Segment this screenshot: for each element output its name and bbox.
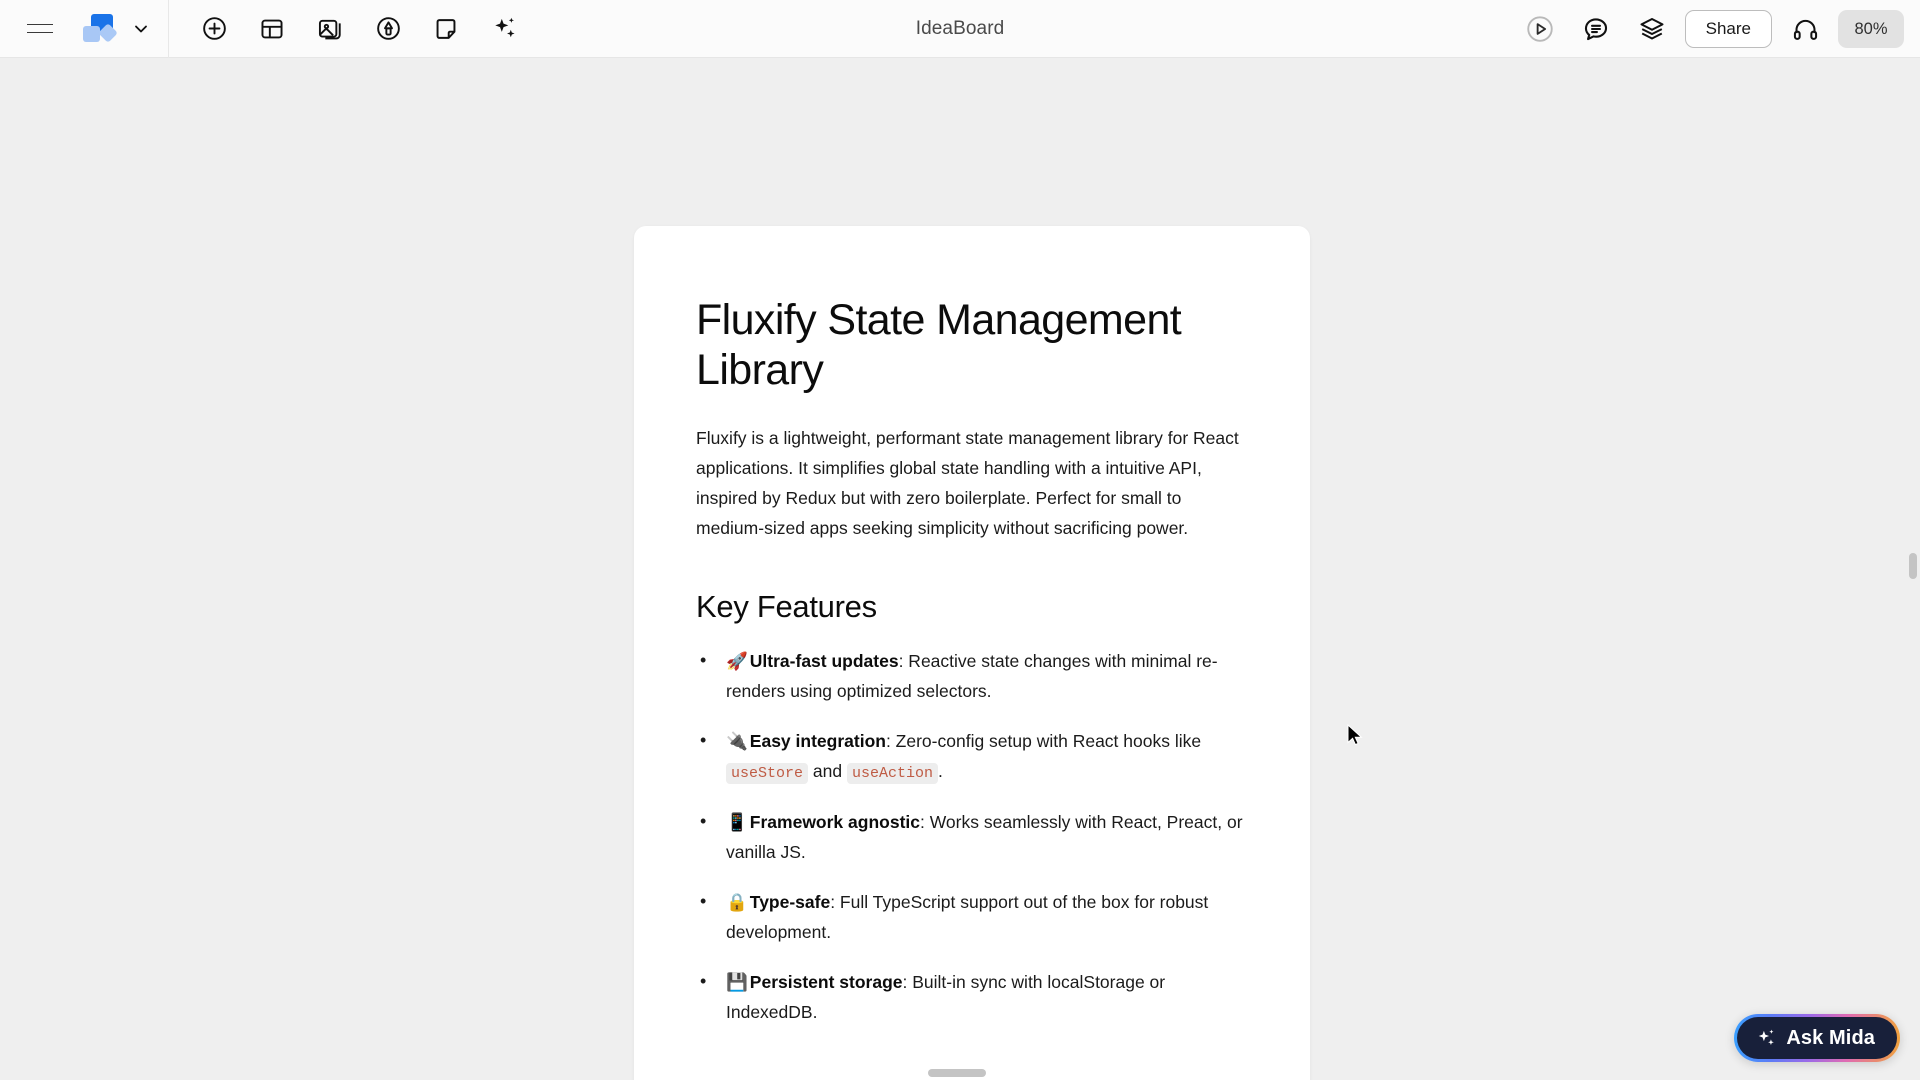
feature-description: : Works seamlessly with React, Preact, or vanilla JS. bbox=[726, 812, 1243, 862]
document-title: Fluxify State Management Library bbox=[696, 296, 1182, 394]
board-title-text[interactable]: IdeaBoard bbox=[915, 18, 1005, 39]
lock-emoji-icon: 🔒 bbox=[726, 893, 748, 914]
document-content bbox=[634, 226, 1310, 1080]
layers-icon[interactable] bbox=[1629, 6, 1675, 52]
features-list bbox=[696, 647, 1248, 1026]
sparkle-icon bbox=[1755, 1027, 1777, 1049]
feature-term: Ultra-fast updates bbox=[749, 651, 899, 672]
board-canvas[interactable] bbox=[0, 58, 1920, 1080]
vertical-scrollbar-thumb[interactable] bbox=[1909, 553, 1917, 579]
zoom-level-badge[interactable]: 80% bbox=[1838, 10, 1904, 48]
pen-circle-icon[interactable] bbox=[365, 6, 411, 52]
feature-description: : Zero-config setup with React hooks like bbox=[885, 731, 1202, 752]
comment-icon[interactable] bbox=[1573, 6, 1619, 52]
list-item bbox=[696, 647, 1248, 705]
image-icon[interactable] bbox=[307, 6, 353, 52]
toolbar-right-group bbox=[1517, 0, 1904, 58]
list-item bbox=[696, 968, 1248, 1026]
code-use-store: useStore bbox=[726, 763, 808, 784]
share-button[interactable]: Share bbox=[1685, 10, 1772, 48]
hamburger-icon[interactable] bbox=[18, 7, 62, 51]
feature-term: Framework agnostic bbox=[749, 812, 920, 833]
floppy-disk-emoji-icon: 💾 bbox=[726, 973, 748, 994]
section-heading-key-features: Key Features bbox=[696, 589, 877, 625]
plus-circle-icon[interactable] bbox=[191, 6, 237, 52]
document-intro-paragraph: Fluxify is a lightweight, performant state management library for React applications. It simplifies global state handling with a intuitive API, inspired by Redux but with zero boilerplate. Perfect for small to medium-sized apps seeking simplicity without sacrificing power. bbox=[696, 427, 1239, 538]
ask-mida-label: Ask Mida bbox=[1786, 1026, 1875, 1049]
toolbar-left-group bbox=[0, 0, 527, 58]
rocket-emoji-icon: 🚀 bbox=[726, 652, 748, 673]
document-card[interactable] bbox=[634, 226, 1310, 1080]
feature-description: : Built-in sync with localStorage or IndexedDB. bbox=[726, 972, 1166, 1022]
list-item bbox=[696, 808, 1248, 866]
ask-mida-button[interactable] bbox=[1734, 1014, 1900, 1062]
code-use-action: useAction bbox=[847, 763, 938, 784]
top-toolbar bbox=[0, 0, 1920, 58]
sticky-note-icon[interactable] bbox=[423, 6, 469, 52]
horizontal-scrollbar-thumb[interactable] bbox=[928, 1069, 986, 1077]
sparkle-icon[interactable] bbox=[481, 6, 527, 52]
headphones-icon[interactable] bbox=[1782, 6, 1828, 52]
mouse-cursor bbox=[1347, 724, 1365, 748]
feature-description-end: . bbox=[937, 760, 943, 781]
app-logo-icon[interactable] bbox=[76, 6, 124, 52]
feature-description: : Reactive state changes with minimal re-renders using optimized selectors. bbox=[726, 651, 1218, 701]
feature-term: Persistent storage bbox=[749, 972, 903, 993]
plug-emoji-icon: 🔌 bbox=[726, 732, 748, 753]
feature-term: Easy integration bbox=[749, 731, 886, 752]
mobile-phone-emoji-icon: 📱 bbox=[726, 813, 748, 834]
feature-description-join: and bbox=[808, 760, 847, 781]
list-item bbox=[696, 888, 1248, 946]
feature-term: Type-safe bbox=[749, 892, 831, 913]
feature-description: : Full TypeScript support out of the box for robust development. bbox=[726, 892, 1209, 942]
play-circle-icon[interactable] bbox=[1517, 6, 1563, 52]
toolbar-tools-group bbox=[169, 6, 527, 52]
chevron-down-icon[interactable] bbox=[124, 6, 158, 52]
layout-template-icon[interactable] bbox=[249, 6, 295, 52]
list-item bbox=[696, 727, 1248, 786]
